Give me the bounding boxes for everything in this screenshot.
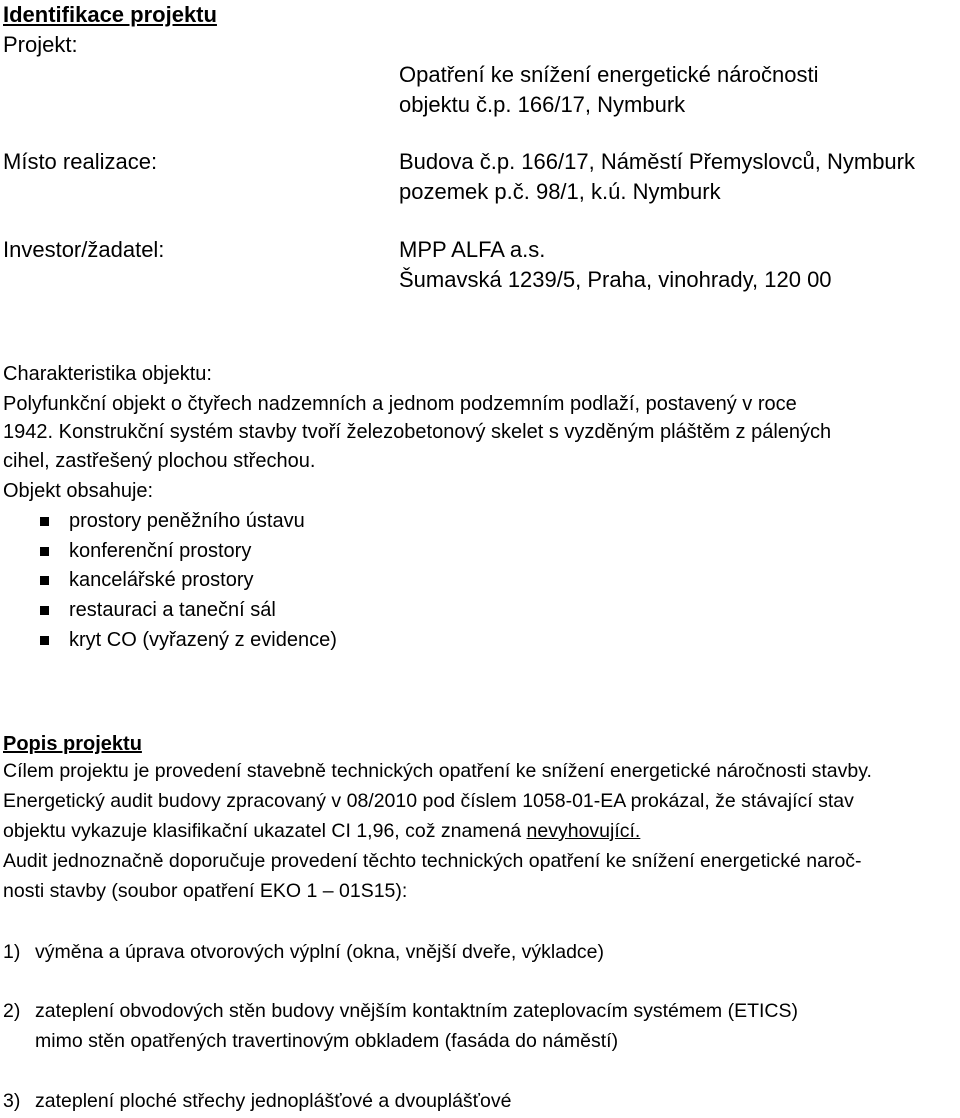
description-line3-start: objektu vykazuje klasifikační ukazatel CI 1,96, což znamená	[3, 820, 527, 842]
characteristics-line3: cihel, zastřešený plochou střechou.	[3, 450, 316, 472]
location-label: Místo realizace:	[3, 149, 158, 174]
investor-value-line2: Šumavská 1239/5, Praha, vinohrady, 120 00	[399, 267, 832, 292]
investor-label: Investor/žadatel:	[3, 237, 165, 262]
measure-text: výměna a úprava otvorových výplní (okna, vnější dveře, výkladce)	[35, 941, 605, 963]
characteristics-line1: Polyfunkční objekt o čtyřech nadzemních a jednom podzemním podlaží, postavený v roce	[3, 393, 797, 415]
characteristics-heading: Charakteristika objektu:	[3, 363, 212, 385]
bullet-icon	[40, 606, 49, 615]
measure-text-continued: mimo stěn opatřených travertinovým obkladem (fasáda do náměstí)	[35, 1030, 619, 1052]
bullet-icon	[40, 576, 49, 585]
contains-label: Objekt obsahuje:	[3, 480, 154, 502]
description-heading: Popis projektu	[3, 733, 142, 755]
location-value-line2: pozemek p.č. 98/1, k.ú. Nymburk	[399, 179, 721, 204]
location-value-line1: Budova č.p. 166/17, Náměstí Přemyslovců, Nymburk	[399, 149, 915, 174]
investor-value-line1: MPP ALFA a.s.	[399, 237, 546, 262]
rating-result: nevyhovující.	[526, 820, 641, 842]
measure-number: 1)	[3, 941, 21, 963]
measure-text: zateplení obvodových stěn budovy vnějším kontaktním zateplovacím systémem (ETICS)	[35, 1000, 798, 1022]
description-line5: nosti stavby (soubor opatření EKO 1 – 01S15):	[3, 880, 408, 902]
list-item: kryt CO (vyřazený z evidence)	[69, 629, 337, 651]
description-line2: Energetický audit budovy zpracovaný v 08/2010 pod číslem 1058-01-EA prokázal, že stávající stav	[3, 790, 854, 812]
project-value-line2: objektu č.p. 166/17, Nymburk	[399, 92, 686, 117]
list-item: restauraci a taneční sál	[69, 599, 276, 621]
list-item: kancelářské prostory	[69, 569, 254, 591]
measure-number: 2)	[3, 1000, 21, 1022]
measure-number: 3)	[3, 1090, 21, 1112]
list-item: prostory peněžního ústavu	[69, 510, 305, 532]
bullet-icon	[40, 517, 49, 526]
project-value-line1: Opatření ke snížení energetické náročnosti	[399, 62, 819, 87]
bullet-icon	[40, 636, 49, 645]
identification-heading: Identifikace projektu	[3, 2, 217, 27]
description-line3	[3, 817, 640, 846]
measure-text: zateplení ploché střechy jednoplášťové a dvouplášťové	[35, 1090, 512, 1112]
bullet-icon	[40, 547, 49, 556]
project-label: Projekt:	[3, 32, 78, 57]
description-line4: Audit jednoznačně doporučuje provedení těchto technických opatření ke snížení energetické naroč-	[3, 850, 862, 872]
list-item: konferenční prostory	[69, 540, 252, 562]
characteristics-line2: 1942. Konstrukční systém stavby tvoří železobetonový skelet s vyzděným pláštěm z pálených	[3, 421, 832, 443]
description-line1: Cílem projektu je provedení stavebně technických opatření ke snížení energetické náročnosti stavby.	[3, 760, 872, 782]
